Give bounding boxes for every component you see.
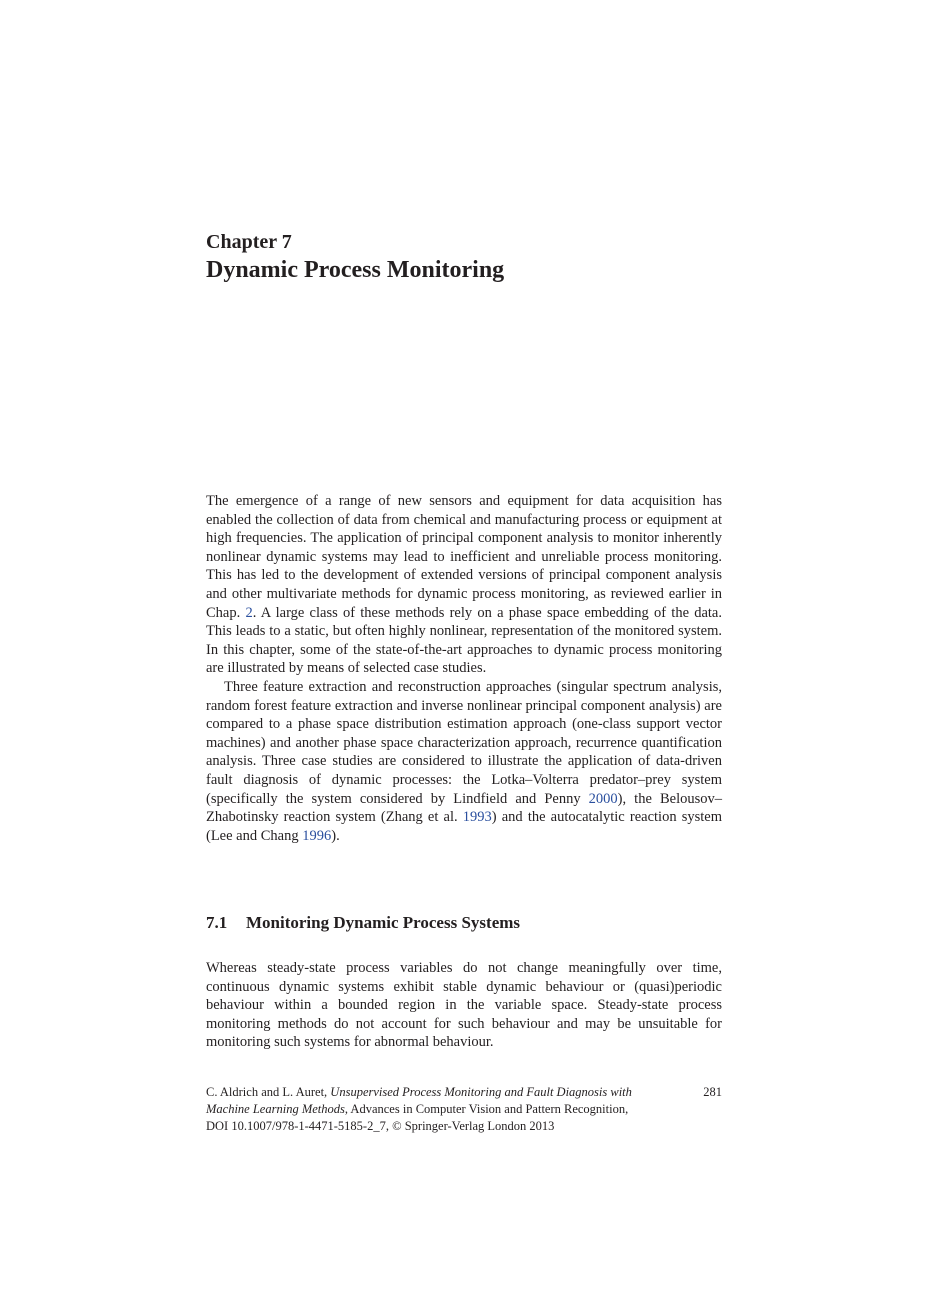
abstract-text: ), the Belousov–Zhabotinsky reaction system (Zhang et al.: [206, 790, 722, 826]
section-title: Monitoring Dynamic Process Systems: [246, 913, 521, 932]
section-body: [206, 959, 722, 1052]
citation-link-2000[interactable]: 2000: [588, 790, 618, 807]
page-footer: [206, 1084, 722, 1135]
footer-book-title: Unsupervised Process Monitoring and Fault Diagnosis with Machine Learning Methods: [206, 1085, 632, 1116]
citation-link-1996[interactable]: 1996: [302, 827, 332, 844]
chapter-label: Chapter 7: [206, 231, 292, 253]
chapter-reference-link[interactable]: 2: [245, 604, 253, 621]
abstract-text: ).: [331, 827, 340, 844]
chapter-title: Dynamic Process Monitoring: [206, 257, 505, 283]
abstract-text: ) and the autocatalytic reaction system (Lee and Chang: [206, 809, 723, 844]
chapter-abstract: [206, 492, 722, 845]
section-heading: [206, 912, 722, 934]
page-number: 281: [703, 1085, 722, 1099]
abstract-paragraph-2: [206, 678, 722, 845]
footer-authors: C. Aldrich and L. Auret,: [206, 1085, 331, 1099]
section-paragraph: Whereas steady-state process variables do not change meaningfully over time, continuous dynamic systems exhibit stable dynamic behaviour or (quasi)periodic behaviour within a bounded region in the variable space. Steady-state process monitoring methods do not account for such behaviour and may be unsuitable for monitoring such systems for abnormal behaviour.: [206, 960, 722, 1051]
footer-citation: [206, 1084, 676, 1135]
abstract-text: . A large class of these methods rely on a phase space embedding of the data. This leads to a static, but often highly nonlinear, representation of the monitored system. In this chapter, some of the state-of-the-art approaches to dynamic process monitoring are illustrated by means of selected case studies.: [206, 604, 722, 677]
footer-series: , Advances in Computer Vision and Pattern Recognition,: [344, 1102, 629, 1116]
footer-doi: DOI 10.1007/978-1-4471-5185-2_7, © Springer-Verlag London 2013: [206, 1119, 555, 1133]
abstract-text: The emergence of a range of new sensors and equipment for data acquisition has enabled the collection of data from chemical and manufacturing process or equipment at high frequencies. The application of principal component analysis to monitor inherently nonlinear dynamic systems may lead to inefficient and unreliable process monitoring. This has led to the development of extended versions of principal component analysis and other multivariate methods for dynamic process monitoring, as reviewed earlier in Chap.: [206, 493, 722, 621]
citation-link-1993[interactable]: 1993: [462, 809, 492, 826]
abstract-text: Three feature extraction and reconstruction approaches (singular spectrum analysis, random forest feature extraction and inverse nonlinear principal component analysis) are compared to a phase space distribution estimation approach (one-class support vector machines) and another phase space characterization approach, recurrence quantification analysis. Three case studies are considered to illustrate the application of data-driven fault diagnosis of dynamic processes: the Lotka–Volterra predator–prey system (specifically the system considered by Lindfield and Penny: [206, 678, 722, 807]
abstract-paragraph-1: [206, 492, 722, 678]
section-number: 7.1: [206, 913, 228, 932]
